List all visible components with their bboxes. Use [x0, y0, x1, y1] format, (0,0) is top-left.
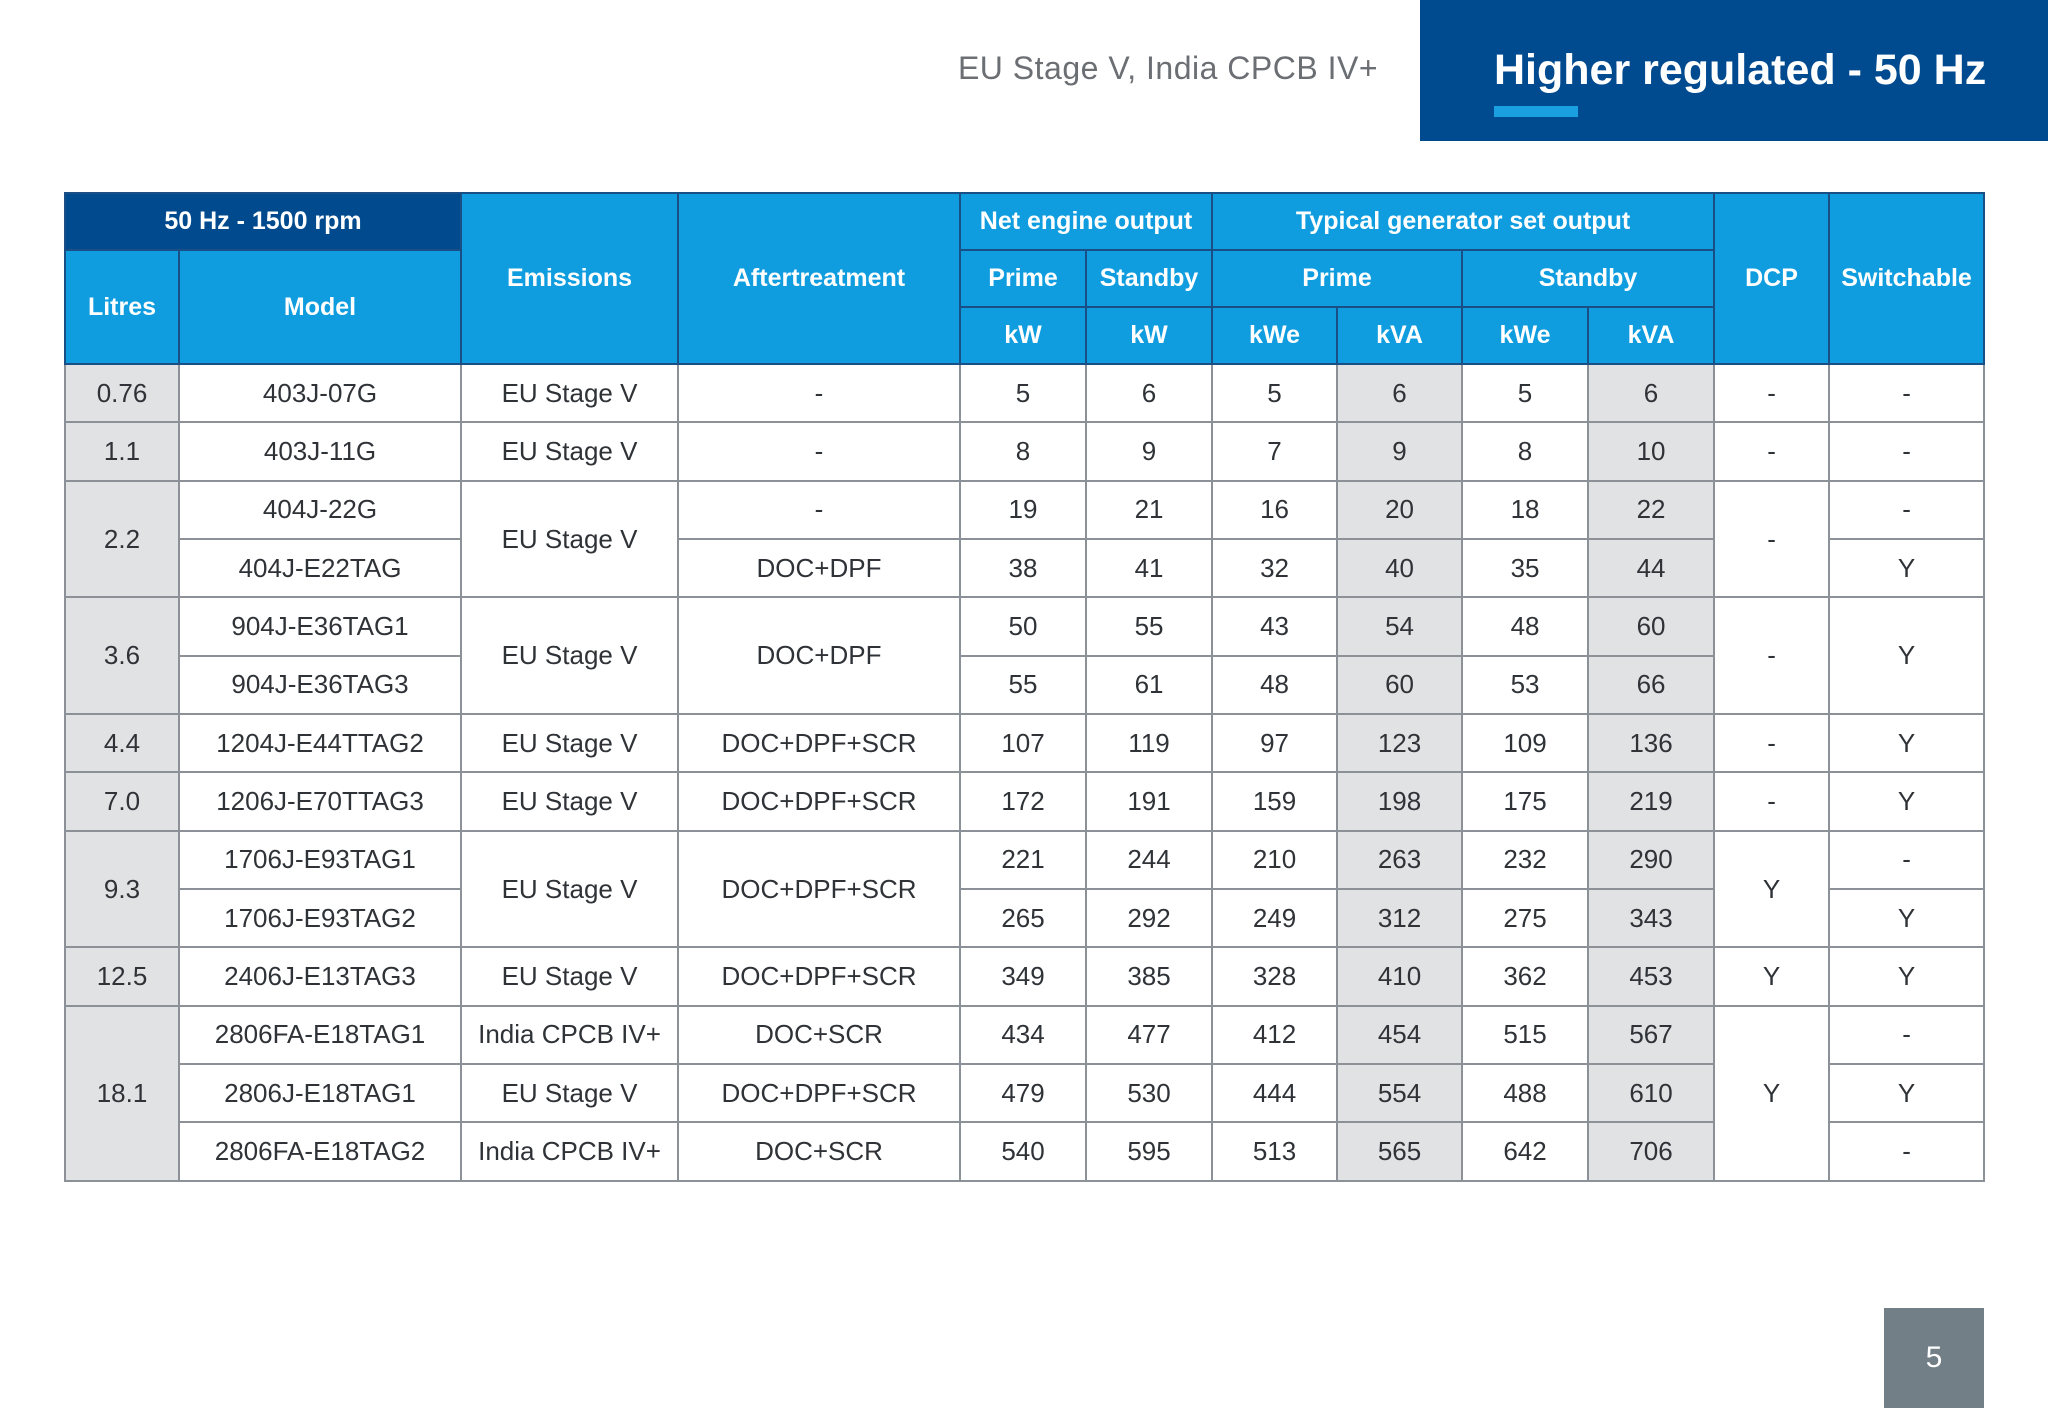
unit-ne-standby-kw: kW [1086, 307, 1212, 364]
cell-gs-prime-kwe: 5 [1212, 364, 1337, 422]
cell-dcp: - [1714, 364, 1829, 422]
cell-gs-standby-kwe: 642 [1462, 1122, 1588, 1181]
table-row [65, 889, 1984, 947]
cell-aftertreatment: - [678, 364, 960, 422]
table-row [65, 364, 1984, 422]
col-header-ne-standby: Standby [1086, 250, 1212, 307]
col-header-model: Model [179, 250, 461, 364]
cell-aftertreatment: DOC+DPF+SCR [678, 714, 960, 772]
cell-gs-standby-kva: 610 [1588, 1064, 1714, 1122]
cell-dcp: - [1714, 481, 1829, 598]
cell-model: 2406J-E13TAG3 [179, 947, 461, 1005]
cell-switchable: - [1829, 422, 1984, 480]
cell-ne-standby-kw: 61 [1086, 656, 1212, 714]
table-row [65, 831, 1984, 889]
cell-gs-standby-kva: 567 [1588, 1006, 1714, 1064]
cell-emissions: EU Stage V [461, 481, 678, 598]
cell-switchable: - [1829, 481, 1984, 539]
cell-emissions: EU Stage V [461, 364, 678, 422]
page-number: 5 [1925, 1341, 1943, 1374]
cell-litres: 12.5 [65, 947, 179, 1005]
cell-ne-prime-kw: 265 [960, 889, 1086, 947]
col-header-net-engine-output: Net engine output [960, 193, 1212, 250]
cell-gs-standby-kwe: 35 [1462, 539, 1588, 597]
cell-gs-prime-kwe: 210 [1212, 831, 1337, 889]
cell-gs-standby-kwe: 362 [1462, 947, 1588, 1005]
page-title: Higher regulated - 50 Hz [1494, 46, 1987, 94]
cell-gs-prime-kva: 9 [1337, 422, 1462, 480]
cell-ne-prime-kw: 8 [960, 422, 1086, 480]
cell-litres: 4.4 [65, 714, 179, 772]
cell-gs-standby-kva: 66 [1588, 656, 1714, 714]
cell-ne-prime-kw: 50 [960, 597, 1086, 655]
cell-gs-standby-kva: 453 [1588, 947, 1714, 1005]
cell-dcp: Y [1714, 831, 1829, 948]
cell-litres: 3.6 [65, 597, 179, 714]
cell-switchable: Y [1829, 597, 1984, 714]
cell-gs-standby-kva: 290 [1588, 831, 1714, 889]
cell-gs-standby-kwe: 18 [1462, 481, 1588, 539]
cell-gs-standby-kwe: 5 [1462, 364, 1588, 422]
cell-emissions: EU Stage V [461, 597, 678, 714]
cell-aftertreatment: DOC+DPF [678, 539, 960, 597]
cell-aftertreatment: DOC+SCR [678, 1122, 960, 1181]
cell-ne-standby-kw: 119 [1086, 714, 1212, 772]
cell-gs-standby-kva: 219 [1588, 772, 1714, 830]
cell-emissions: EU Stage V [461, 947, 678, 1005]
cell-dcp: - [1714, 772, 1829, 830]
cell-switchable: - [1829, 1122, 1984, 1181]
cell-gs-standby-kva: 706 [1588, 1122, 1714, 1181]
table-row [65, 597, 1984, 655]
table-row [65, 539, 1984, 597]
cell-ne-standby-kw: 9 [1086, 422, 1212, 480]
cell-gs-prime-kva: 263 [1337, 831, 1462, 889]
cell-aftertreatment: DOC+DPF+SCR [678, 1064, 960, 1122]
cell-gs-prime-kva: 6 [1337, 364, 1462, 422]
cell-ne-standby-kw: 21 [1086, 481, 1212, 539]
cell-ne-standby-kw: 191 [1086, 772, 1212, 830]
table-row [65, 422, 1984, 480]
cell-gs-prime-kwe: 48 [1212, 656, 1337, 714]
cell-model: 404J-22G [179, 481, 461, 539]
col-header-genset-output: Typical generator set output [1212, 193, 1714, 250]
col-header-ne-prime: Prime [960, 250, 1086, 307]
col-header-gs-standby: Standby [1462, 250, 1714, 307]
cell-model: 404J-E22TAG [179, 539, 461, 597]
cell-model: 1206J-E70TTAG3 [179, 772, 461, 830]
title-banner [1420, 0, 2048, 141]
cell-litres: 0.76 [65, 364, 179, 422]
cell-gs-prime-kva: 410 [1337, 947, 1462, 1005]
table-row [65, 656, 1984, 714]
cell-emissions: India CPCB IV+ [461, 1122, 678, 1181]
cell-ne-prime-kw: 172 [960, 772, 1086, 830]
cell-emissions: EU Stage V [461, 422, 678, 480]
cell-gs-standby-kwe: 275 [1462, 889, 1588, 947]
page-number-box [1884, 1308, 1984, 1408]
cell-ne-prime-kw: 479 [960, 1064, 1086, 1122]
cell-gs-prime-kva: 20 [1337, 481, 1462, 539]
group-header-50hz: 50 Hz - 1500 rpm [65, 193, 461, 250]
cell-ne-prime-kw: 434 [960, 1006, 1086, 1064]
cell-dcp: - [1714, 422, 1829, 480]
cell-ne-prime-kw: 540 [960, 1122, 1086, 1181]
cell-gs-prime-kva: 312 [1337, 889, 1462, 947]
cell-gs-standby-kva: 10 [1588, 422, 1714, 480]
cell-gs-prime-kwe: 513 [1212, 1122, 1337, 1181]
cell-litres: 1.1 [65, 422, 179, 480]
cell-emissions: India CPCB IV+ [461, 1006, 678, 1064]
cell-gs-prime-kwe: 97 [1212, 714, 1337, 772]
cell-gs-prime-kwe: 444 [1212, 1064, 1337, 1122]
cell-litres: 7.0 [65, 772, 179, 830]
table-row [65, 1006, 1984, 1064]
cell-emissions: EU Stage V [461, 1064, 678, 1122]
cell-model: 904J-E36TAG1 [179, 597, 461, 655]
cell-ne-standby-kw: 41 [1086, 539, 1212, 597]
cell-gs-standby-kwe: 48 [1462, 597, 1588, 655]
cell-gs-standby-kva: 6 [1588, 364, 1714, 422]
cell-switchable: - [1829, 364, 1984, 422]
table-row [65, 714, 1984, 772]
cell-gs-standby-kva: 44 [1588, 539, 1714, 597]
unit-gs-prime-kwe: kWe [1212, 307, 1337, 364]
cell-gs-prime-kwe: 249 [1212, 889, 1337, 947]
cell-gs-prime-kva: 123 [1337, 714, 1462, 772]
cell-emissions: EU Stage V [461, 772, 678, 830]
cell-aftertreatment: DOC+DPF+SCR [678, 772, 960, 830]
unit-gs-prime-kva: kVA [1337, 307, 1462, 364]
unit-gs-standby-kva: kVA [1588, 307, 1714, 364]
cell-gs-prime-kwe: 43 [1212, 597, 1337, 655]
cell-model: 2806FA-E18TAG2 [179, 1122, 461, 1181]
cell-gs-prime-kva: 40 [1337, 539, 1462, 597]
unit-gs-standby-kwe: kWe [1462, 307, 1588, 364]
cell-switchable: - [1829, 831, 1984, 889]
cell-aftertreatment: DOC+DPF+SCR [678, 947, 960, 1005]
cell-ne-prime-kw: 55 [960, 656, 1086, 714]
cell-dcp: Y [1714, 1006, 1829, 1181]
cell-ne-prime-kw: 5 [960, 364, 1086, 422]
cell-emissions: EU Stage V [461, 714, 678, 772]
cell-dcp: - [1714, 597, 1829, 714]
cell-gs-standby-kva: 136 [1588, 714, 1714, 772]
cell-switchable: Y [1829, 1064, 1984, 1122]
cell-ne-prime-kw: 38 [960, 539, 1086, 597]
cell-gs-prime-kwe: 159 [1212, 772, 1337, 830]
cell-switchable: Y [1829, 772, 1984, 830]
cell-switchable: Y [1829, 889, 1984, 947]
cell-ne-prime-kw: 221 [960, 831, 1086, 889]
cell-ne-standby-kw: 292 [1086, 889, 1212, 947]
cell-ne-prime-kw: 349 [960, 947, 1086, 1005]
cell-gs-prime-kva: 54 [1337, 597, 1462, 655]
cell-switchable: Y [1829, 714, 1984, 772]
cell-ne-standby-kw: 595 [1086, 1122, 1212, 1181]
table-row [65, 772, 1984, 830]
cell-aftertreatment: DOC+SCR [678, 1006, 960, 1064]
cell-ne-prime-kw: 107 [960, 714, 1086, 772]
cell-model: 1706J-E93TAG2 [179, 889, 461, 947]
col-header-gs-prime: Prime [1212, 250, 1462, 307]
cell-gs-standby-kva: 22 [1588, 481, 1714, 539]
cell-gs-standby-kwe: 109 [1462, 714, 1588, 772]
cell-ne-standby-kw: 530 [1086, 1064, 1212, 1122]
cell-ne-standby-kw: 477 [1086, 1006, 1212, 1064]
cell-model: 2806FA-E18TAG1 [179, 1006, 461, 1064]
cell-gs-standby-kwe: 488 [1462, 1064, 1588, 1122]
col-header-emissions: Emissions [461, 193, 678, 364]
page-subtitle: EU Stage V, India CPCB IV+ [957, 50, 1378, 86]
cell-aftertreatment: DOC+DPF [678, 597, 960, 714]
cell-gs-prime-kva: 454 [1337, 1006, 1462, 1064]
cell-gs-prime-kva: 60 [1337, 656, 1462, 714]
cell-model: 1706J-E93TAG1 [179, 831, 461, 889]
cell-gs-standby-kwe: 515 [1462, 1006, 1588, 1064]
cell-gs-standby-kva: 60 [1588, 597, 1714, 655]
cell-litres: 9.3 [65, 831, 179, 948]
cell-gs-prime-kva: 565 [1337, 1122, 1462, 1181]
cell-gs-prime-kwe: 412 [1212, 1006, 1337, 1064]
table-row [65, 1122, 1984, 1181]
table-row [65, 947, 1984, 1005]
table-row [65, 481, 1984, 539]
cell-gs-prime-kwe: 16 [1212, 481, 1337, 539]
cell-gs-standby-kwe: 53 [1462, 656, 1588, 714]
cell-gs-standby-kwe: 232 [1462, 831, 1588, 889]
cell-gs-prime-kva: 198 [1337, 772, 1462, 830]
cell-switchable: - [1829, 1006, 1984, 1064]
cell-dcp: Y [1714, 947, 1829, 1005]
cell-ne-prime-kw: 19 [960, 481, 1086, 539]
cell-dcp: - [1714, 714, 1829, 772]
cell-ne-standby-kw: 385 [1086, 947, 1212, 1005]
cell-model: 403J-07G [179, 364, 461, 422]
cell-model: 403J-11G [179, 422, 461, 480]
col-header-dcp: DCP [1714, 193, 1829, 364]
cell-ne-standby-kw: 244 [1086, 831, 1212, 889]
cell-ne-standby-kw: 6 [1086, 364, 1212, 422]
table-row [65, 1064, 1984, 1122]
cell-gs-standby-kva: 343 [1588, 889, 1714, 947]
col-header-litres: Litres [65, 250, 179, 364]
cell-litres: 2.2 [65, 481, 179, 598]
cell-switchable: Y [1829, 947, 1984, 1005]
cell-aftertreatment: - [678, 422, 960, 480]
col-header-aftertreatment: Aftertreatment [678, 193, 960, 364]
cell-gs-prime-kwe: 7 [1212, 422, 1337, 480]
col-header-switchable: Switchable [1829, 193, 1984, 364]
cell-emissions: EU Stage V [461, 831, 678, 948]
cell-aftertreatment: - [678, 481, 960, 539]
cell-aftertreatment: DOC+DPF+SCR [678, 831, 960, 948]
cell-model: 1204J-E44TTAG2 [179, 714, 461, 772]
cell-gs-standby-kwe: 8 [1462, 422, 1588, 480]
cell-gs-prime-kva: 554 [1337, 1064, 1462, 1122]
cell-gs-prime-kwe: 32 [1212, 539, 1337, 597]
cell-litres: 18.1 [65, 1006, 179, 1181]
cell-gs-standby-kwe: 175 [1462, 772, 1588, 830]
title-accent-bar [1494, 106, 1578, 117]
engine-spec-table [64, 192, 1985, 1182]
cell-model: 904J-E36TAG3 [179, 656, 461, 714]
unit-ne-prime-kw: kW [960, 307, 1086, 364]
cell-gs-prime-kwe: 328 [1212, 947, 1337, 1005]
cell-model: 2806J-E18TAG1 [179, 1064, 461, 1122]
cell-switchable: Y [1829, 539, 1984, 597]
cell-ne-standby-kw: 55 [1086, 597, 1212, 655]
